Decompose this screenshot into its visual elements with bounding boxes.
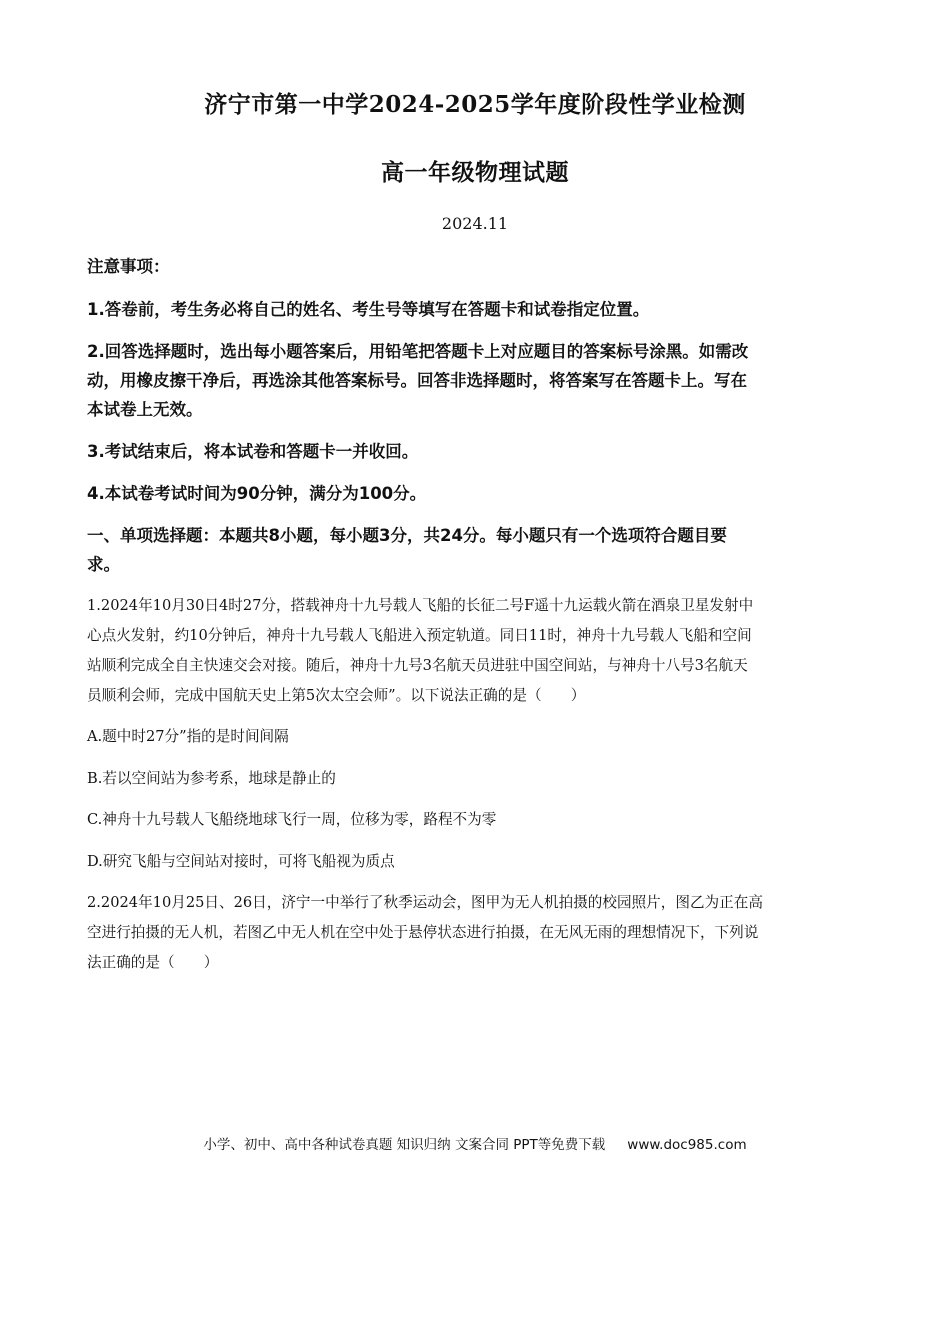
q1-stem-line-4: 员顺利会师，完成中国航天史上第5次太空会师”。以下说法正确的是（ ）	[87, 687, 586, 704]
section-heading-line-2: 求。	[87, 555, 120, 574]
q1-stem-line-1: 1.2024年10月30日4时27分，搭载神舟十九号载人飞船的长征二号F遥十九运载火箭在酒泉卫星发射中	[87, 597, 754, 614]
q1-option-a: A.题中时27分”指的是时间间隔	[87, 728, 289, 745]
exam-title: 济宁市第一中学2024-2025学年度阶段性学业检测	[204, 91, 746, 118]
q2-stem-line-1: 2.2024年10月25日、26日，济宁一中举行了秋季运动会，图甲为无人机拍摄的校园照片，图乙为正在高	[87, 894, 763, 911]
notice-item-3: 3.考试结束后，将本试卷和答题卡一并收回。	[87, 442, 419, 461]
q1-option-b: B.若以空间站为参考系，地球是静止的	[87, 770, 336, 787]
notice-item-1: 1.答卷前，考生务必将自己的姓名、考生号等填写在答题卡和试卷指定位置。	[87, 300, 650, 319]
q2-stem-line-2: 空进行拍摄的无人机，若图乙中无人机在空中处于悬停状态进行拍摄，在无风无雨的理想情况下，下列说	[87, 924, 759, 941]
exam-subtitle: 高一年级物理试题	[381, 159, 569, 186]
exam-date: 2024.11	[441, 214, 509, 233]
notice-item-2-line-1: 2.回答选择题时，选出每小题答案后，用铅笔把答题卡上对应题目的答案标号涂黑。如需改	[87, 342, 749, 361]
section-heading-line-1: 一、单项选择题：本题共8小题，每小题3分，共24分。每小题只有一个选项符合题目要	[87, 526, 727, 545]
page-footer	[0, 1133, 950, 1153]
notice-heading: 注意事项：	[87, 257, 170, 276]
notice-item-2-line-2: 动，用橡皮擦干净后，再选涂其他答案标号。回答非选择题时，将答案写在答题卡上。写在	[87, 371, 747, 390]
footer-link[interactable]: www.doc985.com	[627, 1137, 747, 1153]
q1-option-d: D.研究飞船与空间站对接时，可将飞船视为质点	[87, 853, 395, 870]
q1-stem-line-2: 心点火发射，约10分钟后，神舟十九号载人飞船进入预定轨道。同日11时，神舟十九号载人飞船和空间	[87, 627, 752, 644]
notice-item-2-line-3: 本试卷上无效。	[87, 400, 203, 419]
notice-item-4: 4.本试卷考试时间为90分钟，满分为100分。	[87, 484, 427, 503]
q1-stem-line-3: 站顺利完成全自主快速交会对接。随后，神舟十九号3名航天员进驻中国空间站，与神舟十八号3名航天	[87, 657, 748, 674]
q2-stem-line-3: 法正确的是（ ）	[87, 954, 219, 971]
q1-option-c: C.神舟十九号载人飞船绕地球飞行一周，位移为零，路程不为零	[87, 811, 497, 828]
footer-text: 小学、初中、高中各种试卷真题 知识归纳 文案合同 PPT等免费下载	[203, 1137, 606, 1153]
